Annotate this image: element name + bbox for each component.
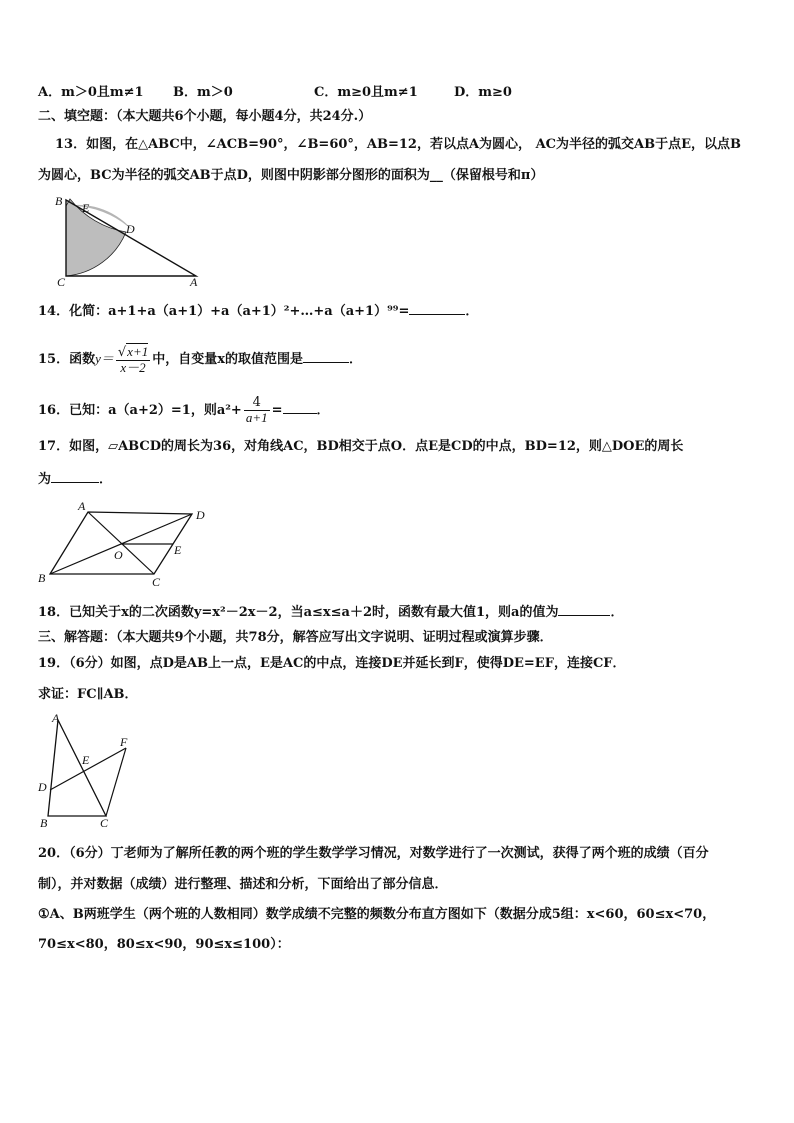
q15-prefix: 15．函数 bbox=[38, 352, 96, 367]
q15-end: ． bbox=[348, 352, 362, 367]
q15-suffix: 中，自变量x的取值范围是 bbox=[152, 352, 303, 367]
q15-numerator: x+1 bbox=[127, 343, 149, 359]
q16-numerator: 4 bbox=[244, 396, 270, 411]
q20-line2: 制），并对数据（成绩）进行整理、描述和分析，下面给出了部分信息． bbox=[38, 877, 448, 892]
q13-label-e: E bbox=[82, 201, 90, 215]
q19-line1: 19．（6分）如图，点D是AB上一点，E是AC的中点，连接DE并延长到F，使得DE=EF，连接CF． bbox=[38, 656, 626, 671]
q13-label-b: B bbox=[55, 194, 63, 208]
q13-label-a: A bbox=[190, 275, 198, 289]
q14-end: ． bbox=[465, 304, 479, 319]
q13-label-c: C bbox=[57, 275, 66, 289]
q13-line1: 13．如图，在△ABC中，∠ACB=90°，∠B=60°，AB=12，若以点A为圆心， AC为半径的弧交AB于点E，以点B bbox=[55, 137, 741, 152]
section2-header: 二、填空题：（本大题共6个小题，每小题4分，共24分.） bbox=[38, 109, 372, 124]
q12-option-b: B．m＞0 bbox=[173, 85, 233, 100]
q15-denominator: x－2 bbox=[120, 359, 146, 375]
q17-label-c: C bbox=[152, 575, 161, 589]
q17-label-o: O bbox=[114, 548, 123, 562]
q19-label-c: C bbox=[100, 816, 109, 830]
q17-label-d: D bbox=[196, 508, 205, 522]
q16-fraction bbox=[244, 396, 270, 425]
q17-line1: 17．如图，▱ABCD的周长为36，对角线AC，BD相交于点O．点E是CD的中点，BD=12，则△DOE的周长 bbox=[38, 439, 684, 454]
q12-option-a: A．m＞0且m≠1 bbox=[38, 85, 144, 100]
q12-option-d: D．m≥0 bbox=[454, 85, 512, 100]
q13-line2: 为圆心，BC为半径的弧交AB于点D，则图中阴影部分图形的面积为__（保留根号和π） bbox=[38, 168, 544, 183]
q16-denominator: a+1 bbox=[245, 410, 268, 425]
q17-answer-blank bbox=[51, 470, 99, 483]
q16-prefix: 16．已知：a（a+2）=1，则a²+ bbox=[38, 403, 242, 418]
q17-label-e: E bbox=[174, 543, 182, 557]
q19-label-d: D bbox=[38, 780, 47, 794]
q15-fraction: $\frac{√x+1}{x-2}$ bbox=[117, 343, 149, 375]
q16-answer-blank bbox=[283, 401, 317, 414]
q19-label-a: A bbox=[52, 712, 60, 725]
q16-text-line bbox=[38, 394, 330, 428]
q17-end: ． bbox=[99, 472, 113, 487]
q17-diagonal-ac bbox=[88, 512, 154, 574]
q20-line4: 70≤x<80，80≤x<90，90≤x≤100）： bbox=[38, 937, 290, 952]
q19-figure bbox=[34, 712, 138, 830]
q15-text-line bbox=[38, 342, 362, 377]
q19-segment-cf bbox=[106, 748, 126, 816]
q18-answer-blank bbox=[558, 603, 610, 616]
q19-label-e: E bbox=[82, 753, 90, 767]
q15-answer-blank bbox=[303, 350, 349, 363]
q20-line3: ①A、B两班学生（两个班的人数相同）数学成绩不完整的频数分布直方图如下（数据分成5组：x<60，60≤x<70， bbox=[38, 907, 716, 922]
q14-text: 14．化简：a+1+a（a+1）+a（a+1）²+…+a（a+1）⁹⁹= bbox=[38, 304, 410, 319]
q19-label-b: B bbox=[40, 816, 48, 830]
q13-figure bbox=[48, 192, 208, 290]
q17-line2-wrap bbox=[38, 470, 112, 489]
q14-text-line bbox=[38, 302, 478, 321]
q20-line1: 20．（6分）丁老师为了解所任教的两个班的学生数学学习情况，对数学进行了一次测试，获得了两个班的成绩（百分 bbox=[38, 846, 709, 861]
q14-answer-blank bbox=[409, 302, 465, 315]
q13-shaded-fill bbox=[66, 199, 126, 276]
q19-line2: 求证：FC∥AB． bbox=[38, 687, 138, 702]
q16-suffix: = bbox=[271, 403, 283, 418]
q13-label-d: D bbox=[126, 222, 135, 236]
q17-label-a: A bbox=[78, 499, 86, 513]
section3-header: 三、解答题：（本大题共9个小题，共78分，解答应写出文字说明、证明过程或演算步骤． bbox=[38, 630, 553, 645]
q12-option-c: C．m≥0且m≠1 bbox=[314, 85, 418, 100]
q16-end: ． bbox=[316, 403, 330, 418]
q19-triangle-abc bbox=[48, 720, 106, 816]
q18-text-line bbox=[38, 603, 624, 622]
q18-end: ． bbox=[610, 605, 624, 620]
q15-y-eq: y＝ bbox=[95, 351, 114, 366]
q17-figure bbox=[36, 498, 216, 590]
q19-label-f: F bbox=[120, 735, 128, 749]
q17-line2: 为 bbox=[38, 472, 52, 487]
q18-text: 18．已知关于x的二次函数y=x²－2x－2，当a≤x≤a＋2时，函数有最大值1，则a的值为 bbox=[38, 605, 559, 620]
q17-label-b: B bbox=[38, 571, 46, 585]
